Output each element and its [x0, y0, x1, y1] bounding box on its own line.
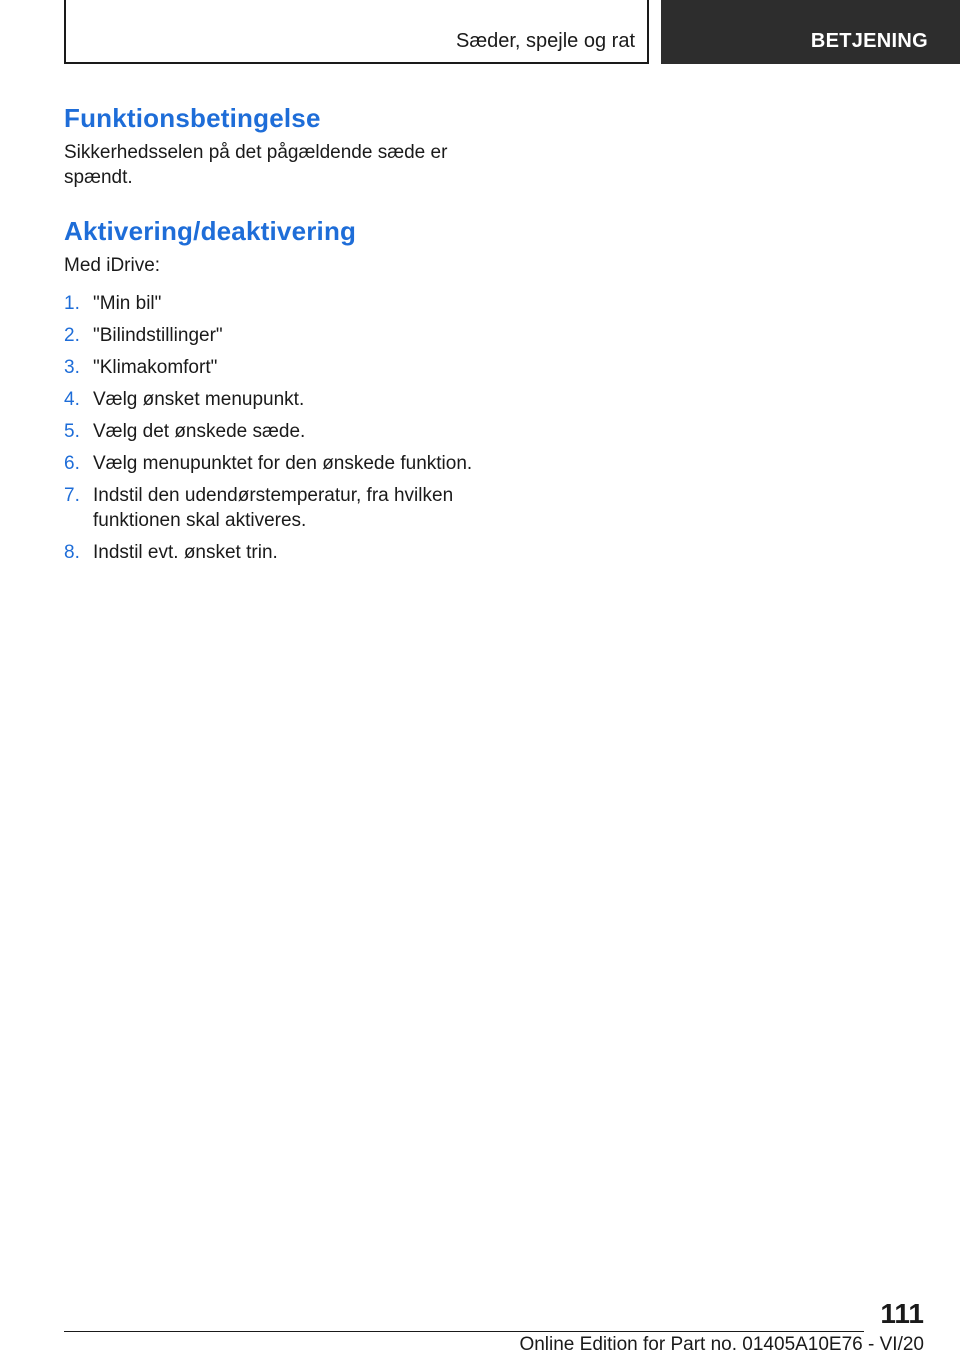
step-text: Vælg menupunktet for den ønskede funktion. — [93, 453, 473, 474]
step-number: 6. — [64, 453, 80, 474]
footer-divider — [64, 1331, 864, 1332]
list-item — [64, 355, 504, 380]
list-item — [64, 323, 504, 348]
step-number: 5. — [64, 421, 80, 442]
list-item — [64, 540, 504, 565]
list-item — [64, 451, 504, 476]
list-item — [64, 483, 504, 533]
intro-text: Med iDrive: — [64, 255, 161, 276]
section-label: BETJENING — [810, 30, 928, 52]
step-text: Vælg ønsket menupunkt. — [93, 389, 305, 410]
heading-aktivering: Aktivering/deaktivering — [64, 216, 357, 246]
step-number: 8. — [64, 542, 80, 563]
chapter-title: Sæder, spejle og rat — [456, 30, 635, 52]
step-number: 3. — [64, 357, 80, 378]
list-item — [64, 291, 504, 316]
heading-funktionsbetingelse: Funktionsbetingelse — [64, 103, 321, 133]
edition-footer: Online Edition for Part no. 01405A10E76 - VI/20 — [519, 1334, 924, 1355]
step-text: "Bilindstillinger" — [93, 325, 223, 346]
condition-paragraph: Sikkerhedsselen på det pågældende sæde er spændt. — [64, 142, 448, 188]
step-text: "Klimakomfort" — [93, 357, 218, 378]
step-text: "Min bil" — [93, 293, 162, 314]
step-number: 4. — [64, 389, 80, 410]
main-content — [64, 100, 504, 572]
step-number: 1. — [64, 293, 80, 314]
step-text: Vælg det ønskede sæde. — [93, 421, 306, 442]
list-item — [64, 419, 504, 444]
section-tab — [661, 0, 960, 64]
chapter-header-box — [64, 0, 649, 64]
step-text: Indstil evt. ønsket trin. — [93, 542, 278, 563]
step-number: 7. — [64, 485, 80, 506]
step-text: Indstil den udendørstemperatur, fra hvilken funktionen skal aktiveres. — [93, 485, 454, 531]
page-number: 111 — [880, 1298, 924, 1329]
steps-list — [64, 291, 504, 565]
list-item — [64, 387, 504, 412]
step-number: 2. — [64, 325, 80, 346]
